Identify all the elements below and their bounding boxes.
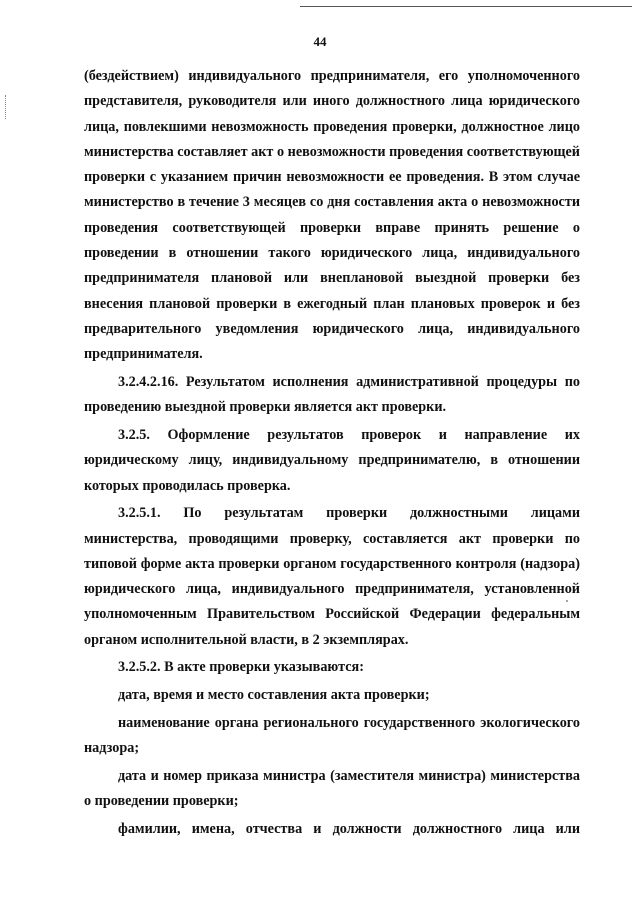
list-item-order-date-number: дата и номер приказа министра (заместителя министра) министерства о проведении проверки; — [84, 767, 580, 810]
page-number: 44 — [313, 34, 327, 49]
paragraph-continuation: (бездействием) индивидуального предпринимателя, его уполномоченного представителя, руководителя или иного должностного лица юридического лица, повлекшими невозможность проведения проверки, должностное лицо министерства составляет акт о невозможности проведения соответствующей проверки с указанием причин невозможности ее проведения. В этом случае министерство в течение 3 месяцев со дня составления акта о невозможности проведения соответствующей проверки вправе принять решение о проведении в отношении такого юридического лица, индивидуального предпринимателя плановой или внеплановой выездной проверки без внесения плановой проверки в ежегодный план плановых проверок и без предварительного уведомления юридического лица, индивидуального предпринимателя. — [84, 68, 580, 363]
paragraph-3-2-4-2-16: 3.2.4.2.16. Результатом исполнения административной процедуры по проведению выездной проверки является акт проверки. — [84, 373, 580, 416]
list-item-agency-name: наименование органа регионального государственного экологического надзора; — [84, 714, 580, 757]
paragraph-3-2-5-2: 3.2.5.2. В акте проверки указываются: — [118, 659, 364, 676]
margin-scan-dots — [5, 95, 7, 119]
top-scan-line — [300, 6, 632, 7]
list-item-official-names: фамилии, имена, отчества и должности должностного лица или — [118, 820, 580, 837]
list-item-date-time-place: дата, время и место составления акта проверки; — [118, 687, 430, 704]
document-body — [84, 64, 580, 844]
paragraph-3-2-5: 3.2.5. Оформление результатов проверок и направление их юридическому лицу, индивидуальному предпринимателю, в отношении которых проводилась проверка. — [84, 426, 580, 494]
paragraph-3-2-5-1: 3.2.5.1. По результатам проверки должностными лицами министерства, проводящими проверку, составляется акт проверки по типовой форме акта проверки органом государственного контроля (надзора) юридического лица, индивидуального предпринимателя, установленной уполномоченным Правительством Российской Федерации федеральным органом исполнительной власти, в 2 экземплярах. — [84, 505, 580, 648]
